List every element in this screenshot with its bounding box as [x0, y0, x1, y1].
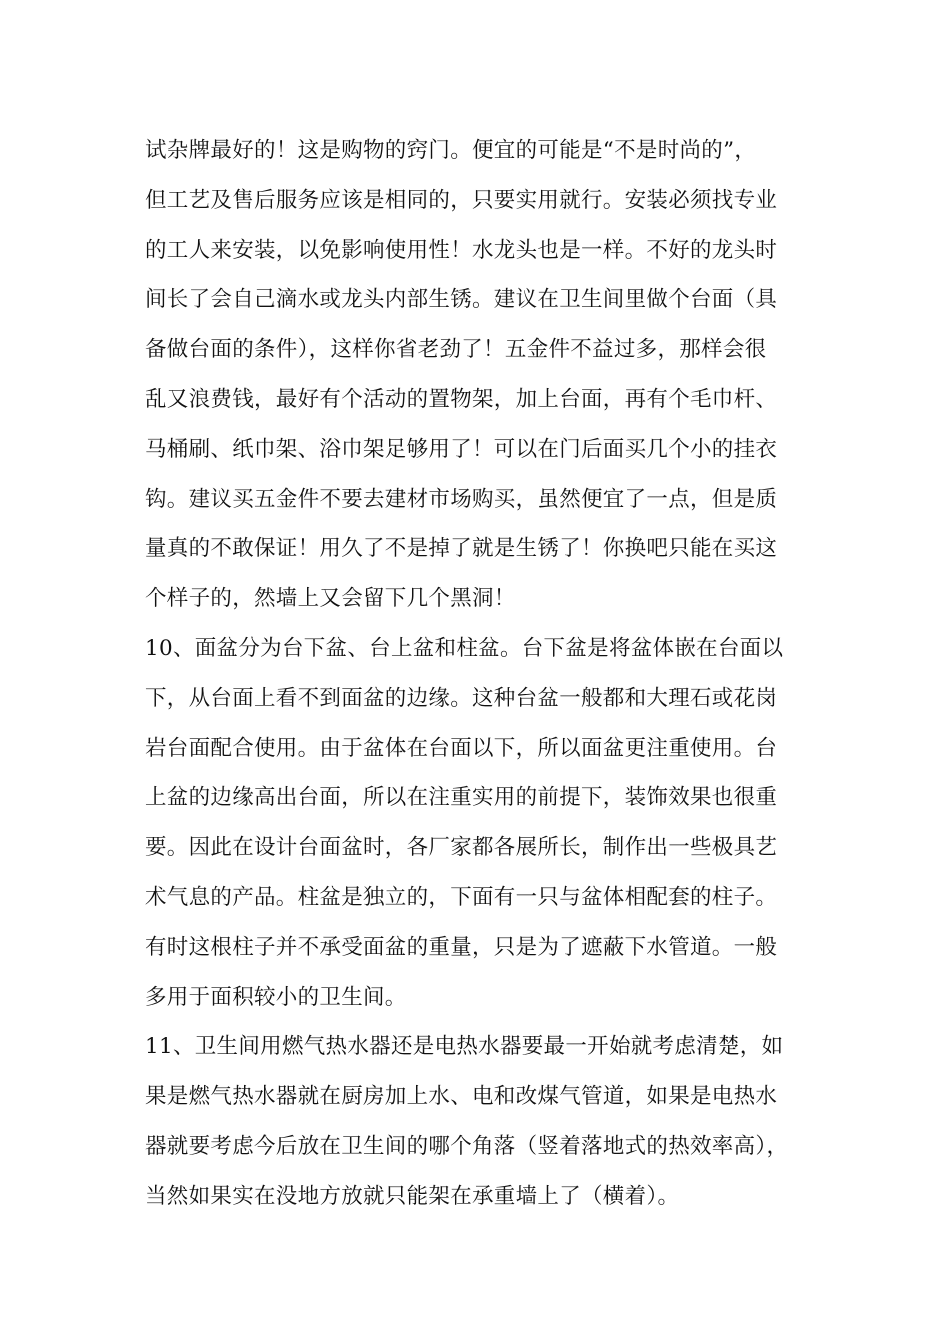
text-line-11: 10、面盆分为台下盆、台上盆和柱盆。台下盆是将盆体嵌在台面以 [145, 635, 784, 661]
text-line-5: 备做台面的条件），这样你省老劲了！五金件不益过多，那样会很 [145, 337, 767, 363]
text-line-1: 试杂牌最好的！这是购物的窍门。便宜的可能是“不是时尚的”， [145, 138, 757, 163]
text-line-22: 当然如果实在没地方放就只能架在承重墙上了（横着）。 [145, 1183, 680, 1209]
text-line-15: 要。因此在设计台面盆时，各厂家都各展所长，制作出一些极具艺 [145, 835, 778, 861]
text-line-19: 11、卫生间用燃气热水器还是电热水器要最一开始就考虑清楚，如 [145, 1034, 784, 1060]
text-line-16: 术气息的产品。柱盆是独立的，下面有一只与盆体相配套的柱子。 [145, 884, 778, 910]
text-line-21: 器就要考虑今后放在卫生间的哪个角落（竖着落地式的热效率高）， [145, 1133, 789, 1159]
text-line-10: 个样子的，然墙上又会留下几个黑洞！ [145, 586, 516, 612]
text-line-9: 量真的不敢保证！用久了不是掉了就是生锈了！你换吧只能在买这 [145, 536, 778, 562]
text-line-6: 乱又浪费钱，最好有个活动的置物架，加上台面，再有个毛巾杆、 [145, 386, 778, 412]
text-line-7: 马桶刷、纸巾架、浴巾架足够用了！可以在门后面买几个小的挂衣 [145, 436, 778, 462]
text-line-12: 下，从台面上看不到面盆的边缘。这种台盆一般都和大理石或花岗 [145, 685, 778, 711]
text-line-8: 钩。建议买五金件不要去建材市场购买，虽然便宜了一点，但是质 [145, 486, 778, 512]
text-line-4: 间长了会自己滴水或龙头内部生锈。建议在卫生间里做个台面（具 [145, 287, 778, 313]
text-line-2: 但工艺及售后服务应该是相同的，只要实用就行。安装必须找专业 [145, 187, 778, 213]
text-line-14: 上盆的边缘高出台面，所以在注重实用的前提下，装饰效果也很重 [145, 785, 778, 811]
text-line-20: 果是燃气热水器就在厨房加上水、电和改煤气管道，如果是电热水 [145, 1084, 778, 1110]
text-line-3: 的工人来安装，以免影响使用性！水龙头也是一样。不好的龙头时 [145, 237, 778, 263]
document-body [145, 126, 825, 1222]
text-line-17: 有时这根柱子并不承受面盆的重量，只是为了遮蔽下水管道。一般 [145, 934, 778, 960]
text-line-13: 岩台面配合使用。由于盆体在台面以下，所以面盆更注重使用。台 [145, 735, 778, 761]
text-line-18: 多用于面积较小的卫生间。 [145, 984, 407, 1010]
